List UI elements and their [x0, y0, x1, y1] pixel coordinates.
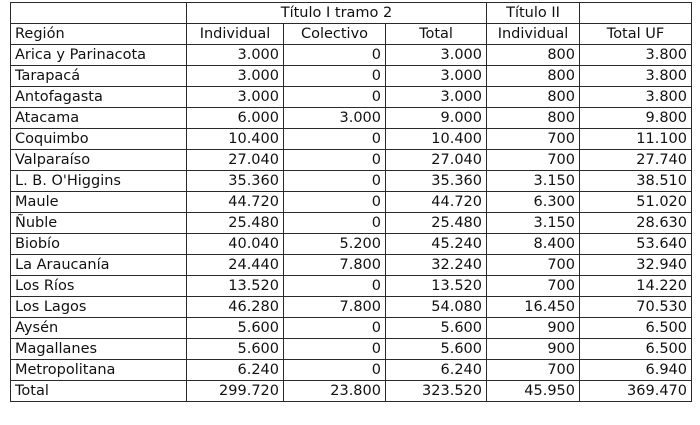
table-row [11, 297, 692, 318]
cell-total: 32.240 [386, 255, 487, 276]
cell-individual-titulo-ii: 16.450 [487, 297, 580, 318]
cell-total: 3.000 [386, 66, 487, 87]
cell-colectivo: 0 [284, 45, 386, 66]
cell-region: Los Ríos [11, 276, 187, 297]
cell-individual-titulo-ii: 700 [487, 129, 580, 150]
cell-colectivo: 7.800 [284, 297, 386, 318]
cell-total: 5.600 [386, 318, 487, 339]
cell-colectivo: 0 [284, 192, 386, 213]
cell-colectivo: 7.800 [284, 255, 386, 276]
cell-individual-titulo-ii: 6.300 [487, 192, 580, 213]
cell-total: 25.480 [386, 213, 487, 234]
cell-colectivo: 0 [284, 339, 386, 360]
table-row [11, 150, 692, 171]
header-row-columns [11, 24, 692, 45]
cell-individual-titulo-ii: 8.400 [487, 234, 580, 255]
cell-individual: 46.280 [187, 297, 284, 318]
cell-total-uf: 32.940 [580, 255, 692, 276]
cell-region: L. B. O'Higgins [11, 171, 187, 192]
cell-colectivo: 0 [284, 150, 386, 171]
cell-total: 54.080 [386, 297, 487, 318]
table-row [11, 234, 692, 255]
cell-individual-titulo-ii: 900 [487, 339, 580, 360]
cell-colectivo: 0 [284, 318, 386, 339]
table-row [11, 360, 692, 381]
cell-individual: 13.520 [187, 276, 284, 297]
regional-allocation-table [10, 2, 692, 402]
cell-total-uf: 3.800 [580, 87, 692, 108]
cell-total-uf: 11.100 [580, 129, 692, 150]
cell-region: Coquimbo [11, 129, 187, 150]
cell-individual: 10.400 [187, 129, 284, 150]
cell-individual: 3.000 [187, 87, 284, 108]
cell-individual-titulo-ii: 800 [487, 108, 580, 129]
header-region-top-blank [11, 3, 187, 24]
cell-individual: 35.360 [187, 171, 284, 192]
cell-region: Magallanes [11, 339, 187, 360]
cell-individual: 5.600 [187, 318, 284, 339]
cell-region: Ñuble [11, 213, 187, 234]
cell-region: Los Lagos [11, 297, 187, 318]
cell-total: 44.720 [386, 192, 487, 213]
cell-total: 3.000 [386, 45, 487, 66]
totals-row [11, 381, 692, 402]
header-group-titulo-i: Título I tramo 2 [187, 3, 487, 24]
cell-individual-titulo-ii: 700 [487, 276, 580, 297]
cell-colectivo: 0 [284, 171, 386, 192]
cell-individual-titulo-ii: 700 [487, 150, 580, 171]
header-individual-titulo-ii: Individual [487, 24, 580, 45]
cell-individual: 6.240 [187, 360, 284, 381]
cell-individual: 25.480 [187, 213, 284, 234]
cell-individual-titulo-ii: 800 [487, 66, 580, 87]
cell-individual: 3.000 [187, 45, 284, 66]
cell-colectivo: 0 [284, 87, 386, 108]
cell-region: Antofagasta [11, 87, 187, 108]
cell-colectivo: 5.200 [284, 234, 386, 255]
cell-individual-titulo-ii: 700 [487, 360, 580, 381]
cell-total-uf: 3.800 [580, 45, 692, 66]
cell-individual-titulo-ii: 3.150 [487, 171, 580, 192]
cell-total: 9.000 [386, 108, 487, 129]
cell-individual: 40.040 [187, 234, 284, 255]
cell-individual: 27.040 [187, 150, 284, 171]
table-row [11, 255, 692, 276]
cell-total-uf: 9.800 [580, 108, 692, 129]
table-row [11, 276, 692, 297]
cell-total: 13.520 [386, 276, 487, 297]
cell-colectivo: 0 [284, 276, 386, 297]
total-individual-titulo-ii: 45.950 [487, 381, 580, 402]
cell-total: 27.040 [386, 150, 487, 171]
total-individual: 299.720 [187, 381, 284, 402]
cell-total-uf: 51.020 [580, 192, 692, 213]
cell-individual-titulo-ii: 3.150 [487, 213, 580, 234]
table-row [11, 66, 692, 87]
table-row [11, 318, 692, 339]
cell-total-uf: 53.640 [580, 234, 692, 255]
cell-total-uf: 27.740 [580, 150, 692, 171]
table-row [11, 129, 692, 150]
header-individual: Individual [187, 24, 284, 45]
header-region: Región [11, 24, 187, 45]
cell-individual-titulo-ii: 700 [487, 255, 580, 276]
cell-region: Arica y Parinacota [11, 45, 187, 66]
table-row [11, 87, 692, 108]
cell-total: 5.600 [386, 339, 487, 360]
cell-region: Aysén [11, 318, 187, 339]
header-row-groups [11, 3, 692, 24]
cell-total-uf: 70.530 [580, 297, 692, 318]
cell-individual: 3.000 [187, 66, 284, 87]
header-total-uf: Total UF [580, 24, 692, 45]
cell-total-uf: 28.630 [580, 213, 692, 234]
cell-colectivo: 0 [284, 360, 386, 381]
header-total-uf-top-blank [580, 3, 692, 24]
cell-total: 3.000 [386, 87, 487, 108]
cell-individual-titulo-ii: 800 [487, 45, 580, 66]
total-label: Total [11, 381, 187, 402]
cell-total-uf: 38.510 [580, 171, 692, 192]
cell-region: Metropolitana [11, 360, 187, 381]
cell-total: 6.240 [386, 360, 487, 381]
cell-individual: 24.440 [187, 255, 284, 276]
total-total-uf: 369.470 [580, 381, 692, 402]
cell-total-uf: 6.500 [580, 339, 692, 360]
cell-total-uf: 3.800 [580, 66, 692, 87]
cell-region: Biobío [11, 234, 187, 255]
cell-colectivo: 0 [284, 66, 386, 87]
cell-colectivo: 0 [284, 213, 386, 234]
total-total: 323.520 [386, 381, 487, 402]
header-colectivo: Colectivo [284, 24, 386, 45]
total-colectivo: 23.800 [284, 381, 386, 402]
table-row [11, 192, 692, 213]
table-row [11, 45, 692, 66]
table-row [11, 108, 692, 129]
cell-total: 45.240 [386, 234, 487, 255]
cell-total-uf: 6.500 [580, 318, 692, 339]
cell-region: Atacama [11, 108, 187, 129]
cell-individual-titulo-ii: 900 [487, 318, 580, 339]
cell-region: Valparaíso [11, 150, 187, 171]
cell-colectivo: 0 [284, 129, 386, 150]
header-group-titulo-ii: Título II [487, 3, 580, 24]
cell-individual: 6.000 [187, 108, 284, 129]
cell-total: 35.360 [386, 171, 487, 192]
cell-total-uf: 14.220 [580, 276, 692, 297]
cell-region: Maule [11, 192, 187, 213]
cell-colectivo: 3.000 [284, 108, 386, 129]
cell-region: La Araucanía [11, 255, 187, 276]
table-row [11, 171, 692, 192]
table-body [11, 3, 692, 402]
cell-individual-titulo-ii: 800 [487, 87, 580, 108]
regional-allocation-table-container [10, 2, 691, 423]
header-total: Total [386, 24, 487, 45]
cell-region: Tarapacá [11, 66, 187, 87]
cell-total: 10.400 [386, 129, 487, 150]
cell-individual: 5.600 [187, 339, 284, 360]
cell-total-uf: 6.940 [580, 360, 692, 381]
table-row [11, 339, 692, 360]
table-row [11, 213, 692, 234]
cell-individual: 44.720 [187, 192, 284, 213]
